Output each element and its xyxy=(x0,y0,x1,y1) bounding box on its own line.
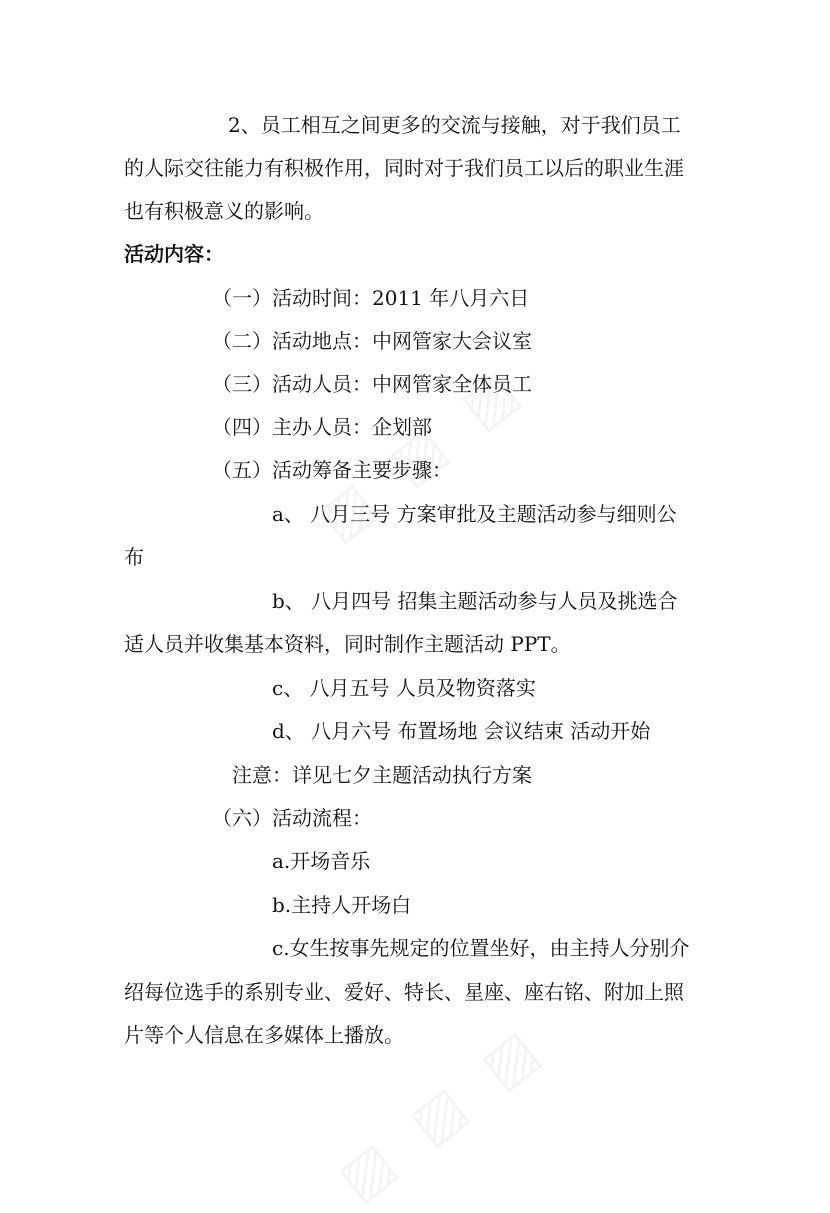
flow-c: c.女生按事先规定的位置坐好，由主持人分别介 xyxy=(272,936,690,960)
item-place: （二）活动地点：中网管家大会议室 xyxy=(212,329,532,353)
flow-a: a.开场音乐 xyxy=(272,849,371,873)
paragraph-line: 2、员工相互之间更多的交流与接触，对于我们员工 xyxy=(228,113,681,137)
note: 注意：详见七夕主题活动执行方案 xyxy=(232,763,532,787)
step-b: b、 八月四号 招集主题活动参与人员及挑选合 xyxy=(272,589,678,613)
item-time: （一）活动时间：2011 年八月六日 xyxy=(212,286,530,310)
paragraph-line: 的人际交往能力有积极作用，同时对于我们员工以后的职业生涯 xyxy=(124,156,684,180)
step-a-cont: 布 xyxy=(124,545,144,569)
flow-c-cont: 片等个人信息在多媒体上播放。 xyxy=(124,1023,404,1047)
flow-c-cont: 绍每位选手的系别专业、爱好、特长、星座、座右铭、附加上照 xyxy=(124,980,684,1004)
item-organizer: （四）主办人员：企划部 xyxy=(212,415,432,439)
step-d: d、 八月六号 布置场地 会议结束 活动开始 xyxy=(272,719,651,743)
step-c: c、 八月五号 人员及物资落实 xyxy=(272,676,536,700)
item-people: （三）活动人员：中网管家全体员工 xyxy=(212,372,532,396)
flow-title: （六）活动流程： xyxy=(212,806,372,830)
section-title: 活动内容： xyxy=(124,242,224,266)
item-prep-title: （五）活动筹备主要步骤： xyxy=(212,458,452,482)
paragraph-line: 也有积极意义的影响。 xyxy=(124,199,324,223)
step-b-cont: 适人员并收集基本资料，同时制作主题活动 PPT。 xyxy=(124,632,571,656)
flow-b: b.主持人开场白 xyxy=(272,893,412,917)
step-a: a、 八月三号 方案审批及主题活动参与细则公 xyxy=(272,502,677,526)
